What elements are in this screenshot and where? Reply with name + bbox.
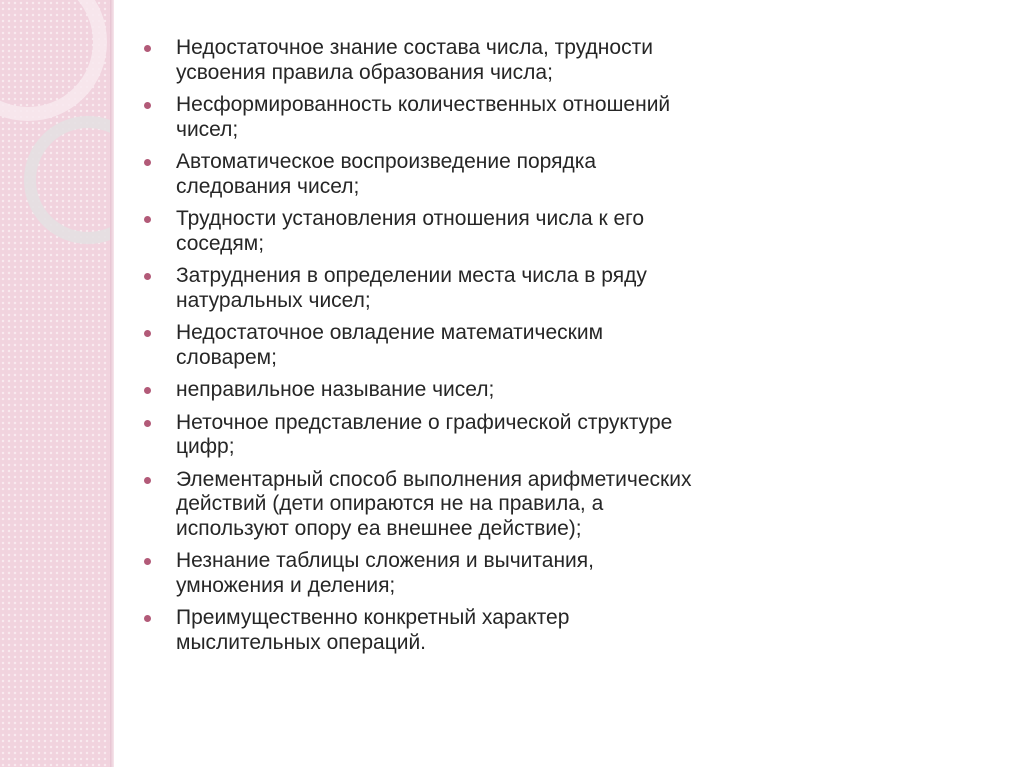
list-item [140,207,700,256]
bullet-icon [144,558,151,565]
decorative-rings [0,0,112,260]
list-item-text: Недостаточное знание состава числа, трудности усвоения правила образования числа; [176,36,653,84]
list-item [140,411,700,460]
bullet-icon [144,387,151,394]
decorative-side-band [0,0,112,767]
list-item [140,549,700,598]
list-item-text: Затруднения в определении места числа в ряду натуральных чисел; [176,264,647,312]
list-item [140,606,700,655]
list-item [140,321,700,370]
bullet-icon [144,330,151,337]
list-item-text: Трудности установления отношения числа к его соседям; [176,207,645,255]
list-item-text: Незнание таблицы сложения и вычитания, умножения и деления; [176,549,594,597]
bullet-icon [144,477,151,484]
list-item-text: Неточное представление о графической структуре цифр; [176,410,673,458]
bullet-icon [144,45,151,52]
list-item-text: неправильное называние чисел; [176,378,495,401]
bullet-icon [144,159,151,166]
slide-content [140,36,700,663]
list-item [140,150,700,199]
list-item-text: Недостаточное овладение математическим словарем; [176,321,604,369]
list-item [140,36,700,85]
list-item [140,93,700,142]
list-item-text: Элементарный способ выполнения арифметических действий (дети опираются не на правила, а используют опору еа внешнее действие); [176,467,692,540]
list-item-text: Преимущественно конкретный характер мыслительных операций. [176,606,570,654]
bullet-icon [144,273,151,280]
list-item [140,468,700,542]
bullet-icon [144,420,151,427]
list-item-text: Автоматическое воспроизведение порядка следования чисел; [176,150,597,198]
bullet-icon [144,102,151,109]
list-item-text: Несформированность количественных отношений чисел; [176,93,671,141]
difficulties-list [140,36,700,655]
bullet-icon [144,216,151,223]
side-band-edge [110,0,114,767]
list-item [140,378,700,403]
list-item [140,264,700,313]
bullet-icon [144,615,151,622]
